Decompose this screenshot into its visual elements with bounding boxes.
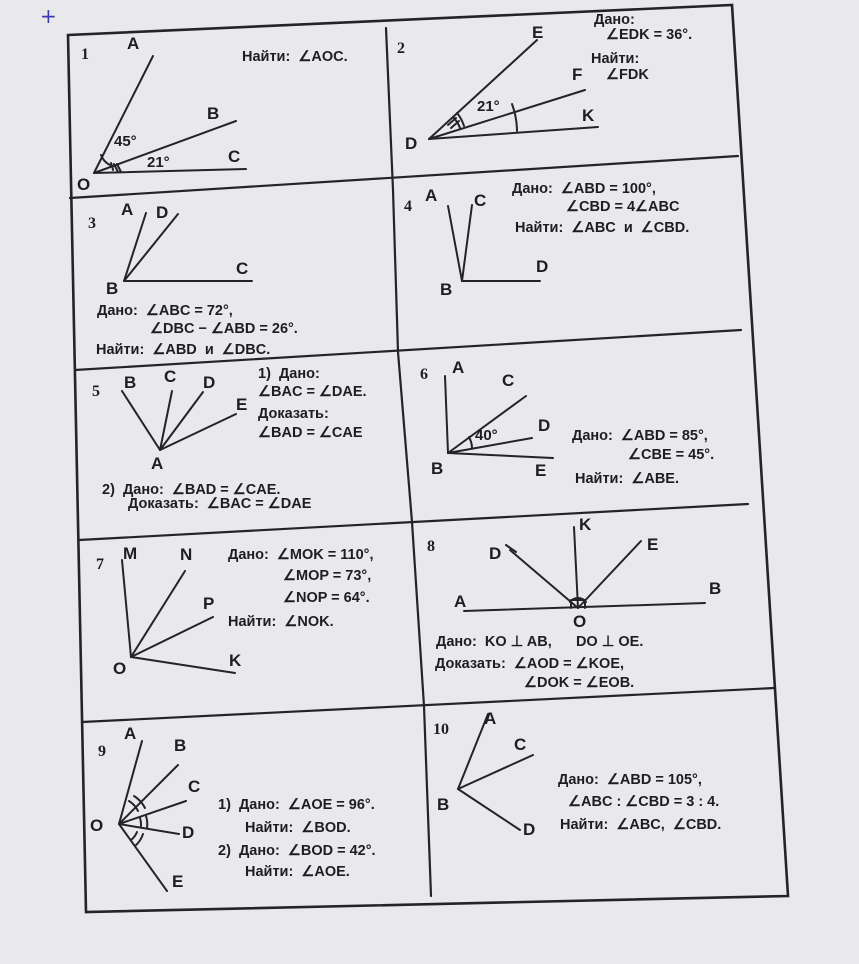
- point-label-a: A: [452, 358, 465, 377]
- given-line-2: ∠CBE = 45°.: [628, 447, 715, 463]
- point-label-d: D: [182, 823, 195, 842]
- angle-value-aob: 45°: [114, 133, 137, 150]
- point-label-a: A: [124, 724, 137, 743]
- point-label-m: M: [123, 544, 138, 563]
- point-label-e: E: [647, 535, 659, 554]
- find-text: Найти: ∠ABE.: [575, 471, 679, 487]
- point-label-c: C: [188, 777, 201, 796]
- point-label-d: D: [489, 544, 502, 563]
- find-label: Найти:: [591, 51, 640, 67]
- point-label-b: B: [207, 104, 220, 123]
- prove-line-1: Доказать: ∠AOD = ∠KOE,: [435, 656, 625, 672]
- find-text: Найти: ∠AOC.: [242, 49, 348, 65]
- problem-number: 10: [433, 721, 449, 738]
- part2-prove: Доказать: ∠BAC = ∠DAE: [128, 496, 312, 512]
- problem-number: 5: [92, 383, 100, 400]
- angle-value-fdk: 21°: [477, 98, 500, 115]
- part2-find: Найти: ∠AOE.: [245, 864, 350, 880]
- part1-given: ∠BAC = ∠DAE.: [258, 384, 367, 400]
- given-label: Дано:: [594, 12, 635, 28]
- point-label-c: C: [502, 371, 515, 390]
- point-label-b: B: [709, 579, 722, 598]
- part2-given: 2) Дано: ∠BOD = 42°.: [218, 843, 376, 859]
- given-line-1: Дано: ∠ABD = 85°,: [572, 428, 708, 444]
- point-label-a: A: [151, 454, 164, 473]
- point-label-p: P: [203, 594, 215, 613]
- find-text: Найти: ∠ABC и ∠CBD.: [515, 220, 690, 236]
- part1-prove: ∠BAD = ∠CAE: [258, 425, 363, 441]
- given-text: Дано: KO ⊥ AB, DO ⊥ OE.: [436, 634, 644, 650]
- point-label-c: C: [474, 191, 487, 210]
- point-label-o: O: [113, 659, 127, 678]
- point-label-a: A: [121, 200, 134, 219]
- find-text: ∠FDK: [606, 67, 649, 83]
- point-label-a: A: [425, 186, 438, 205]
- point-label-o: O: [90, 816, 104, 835]
- point-label-a: A: [484, 709, 497, 728]
- find-text: Найти: ∠NOK.: [228, 614, 334, 630]
- find-text: Найти: ∠ABC, ∠CBD.: [560, 817, 722, 833]
- point-label-d: D: [405, 134, 418, 153]
- point-label-k: K: [582, 106, 595, 125]
- point-label-b: B: [124, 373, 137, 392]
- point-label-b: B: [174, 736, 187, 755]
- point-label-b: B: [431, 459, 444, 478]
- problem-number: 8: [427, 538, 435, 555]
- point-label-d: D: [536, 257, 549, 276]
- point-label-d: D: [156, 203, 169, 222]
- part1-given-label: 1) Дано:: [258, 366, 320, 382]
- point-label-e: E: [532, 23, 544, 42]
- point-label-d: D: [538, 416, 551, 435]
- point-label-c: C: [228, 147, 241, 166]
- problem-number: 7: [96, 556, 104, 573]
- point-label-b: B: [106, 279, 119, 298]
- part1-find: Найти: ∠BOD.: [245, 820, 351, 836]
- problem-number: 6: [420, 366, 428, 383]
- point-label-a: A: [127, 34, 140, 53]
- problem-number: 4: [404, 198, 412, 215]
- part2-given: 2) Дано: ∠BAD = ∠CAE.: [102, 482, 281, 498]
- problem-number: 9: [98, 743, 106, 760]
- point-label-c: C: [164, 367, 177, 386]
- given-text: ∠EDK = 36°.: [606, 27, 693, 43]
- point-label-e: E: [172, 872, 184, 891]
- problem-number: 3: [88, 215, 96, 232]
- prove-line-2: ∠DOK = ∠EOB.: [524, 675, 635, 691]
- given-line-1: Дано: ∠MOK = 110°,: [228, 547, 374, 563]
- point-label-c: C: [514, 735, 527, 754]
- point-label-o: O: [573, 612, 587, 631]
- point-label-c: C: [236, 259, 249, 278]
- given-line-3: ∠NOP = 64°.: [283, 590, 370, 606]
- given-line-1: Дано: ∠ABC = 72°,: [97, 303, 233, 319]
- point-label-e: E: [236, 395, 248, 414]
- problem-number: 1: [81, 46, 89, 63]
- pen-plus-mark: +: [40, 4, 57, 28]
- point-label-k: K: [579, 515, 592, 534]
- point-label-k: K: [229, 651, 242, 670]
- point-label-a: A: [454, 592, 467, 611]
- find-text: Найти: ∠ABD и ∠DBC.: [96, 342, 271, 358]
- part1-given: 1) Дано: ∠AOE = 96°.: [218, 797, 375, 813]
- given-line-1: Дано: ∠ABD = 100°,: [512, 181, 656, 197]
- angle-value-boc: 21°: [147, 154, 170, 171]
- given-line-2: ∠CBD = 4∠ABC: [566, 199, 680, 215]
- part1-prove-label: Доказать:: [258, 406, 329, 422]
- given-line-2: ∠ABC : ∠CBD = 3 : 4.: [568, 794, 720, 810]
- point-label-o: O: [77, 175, 91, 194]
- point-label-d: D: [523, 820, 536, 839]
- given-line-2: ∠MOP = 73°,: [283, 568, 372, 584]
- point-label-d: D: [203, 373, 216, 392]
- angle-value-cbd: 40°: [475, 427, 498, 444]
- point-label-n: N: [180, 545, 193, 564]
- given-line-1: Дано: ∠ABD = 105°,: [558, 772, 702, 788]
- point-label-b: B: [440, 280, 453, 299]
- point-label-e: E: [535, 461, 547, 480]
- point-label-b: B: [437, 795, 450, 814]
- point-label-f: F: [572, 65, 583, 84]
- given-line-2: ∠DBC − ∠ABD = 26°.: [150, 321, 298, 337]
- problem-number: 2: [397, 40, 405, 57]
